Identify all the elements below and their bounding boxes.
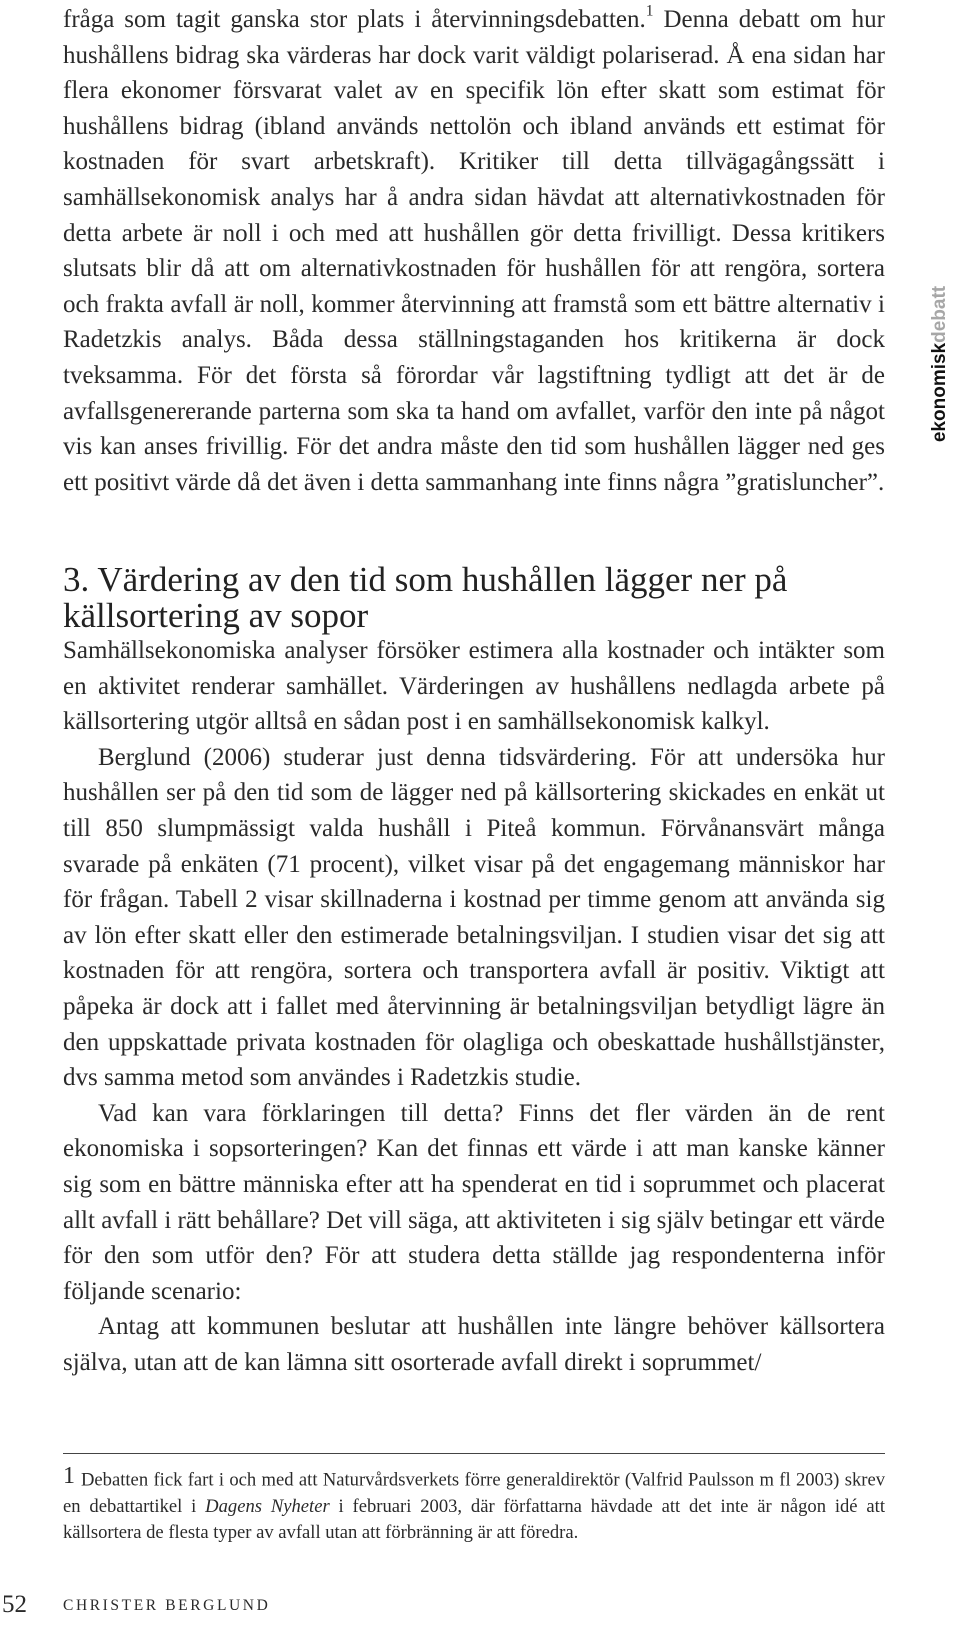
footnote-text-1: Debatten fick fart i och med att Naturvårdsverkets förre generaldirektör (Valfrid Paulsson m fl 2003) skrev en debattartikel i <box>63 1469 885 1517</box>
section-paragraph: Berglund (2006) studerar just denna tidsvärdering. För att undersöka hur hushållen ser på den tid som de lägger ned på källsortering skickades en enkät ut till 850 slumpmässigt valda hushåll i Piteå kommun. Förvånansvärt många svarade på enkäten (71 procent), vilket visar på det engagemang människor har för frågan. Tabell 2 visar skillnaderna i kostnad per timme genom att använda sig av lön efter skatt eller den estimerade betalningsviljan. I studien visar det sig att kostnaden för att rengöra, sortera och transportera avfall är positiv. Viktigt att påpeka är dock att i fallet med återvinning är betalningsviljan betydligt lägre än den uppskattade privata kostnaden för olagliga och obeskattade hushållstjänster, dvs samma metod som användes i Radetzkis studie. <box>63 743 885 1092</box>
section-body <box>63 633 885 1380</box>
footnote-number: 1 <box>63 1463 75 1489</box>
footnote-divider <box>63 1453 885 1454</box>
page-number: 52 <box>2 1591 27 1618</box>
footnote <box>63 1463 885 1547</box>
footnote-reference[interactable]: 1 <box>645 2 654 20</box>
section-paragraph: Antag att kommunen beslutar att hushållen inte längre behöver källsortera själva, utan att de kan lämna sitt osorterade avfall direkt i soprummet/ <box>63 1313 885 1376</box>
top-paragraph-text-1: fråga som tagit ganska stor plats i återvinningsdebatten. <box>63 6 646 33</box>
section-paragraph: Samhällsekonomiska analyser försöker estimera alla kostnader och intäkter som en aktivitet renderar samhället. Värderingen av hushållens nedlagda arbete på källsortering utgör alltså en sådan post i en samhällsekonomisk kalkyl. <box>63 637 885 736</box>
section-paragraph: Vad kan vara förklaringen till detta? Finns det fler värden än de rent ekonomiska i sopsorteringen? Kan det finnas ett värde i att man kanske känner sig som en bättre människa efter att ha spenderat en tid i soprummet och placerat allt avfall i rätt behållare? Det vill säga, att aktiviteten i sig själv betingar ett värde för den som utför den? För att studera detta ställde jag respondenterna inför följande scenario: <box>63 1099 885 1305</box>
top-paragraph-text-2: Denna debatt om hur hushållens bidrag ska värderas har dock varit väldigt polariserad. Å ena sidan har flera ekonomer försvarat valet av en specifik lön efter skatt som estimat för hushållens bidrag (ibland används nettolön och ibland används ett estimat för kostnaden för svart arbetskraft). Kritiker till detta tillvägagångssätt i samhällsekonomisk analys har å andra sidan hävdat att alternativkostnaden för detta arbete är noll i och med att hushållen gör detta frivilligt. Dessa kritikers slutsats blir då att om alternativkostnaden för hushållen för att rengöra, sortera och frakta avfall är noll, kommer återvinning att framstå som ett bättre alternativ i Radetzkis analys. Båda dessa ställningstaganden hos kritikerna är dock tveksamma. För det första så förordar vår lagstiftning tydligt att det är de avfallsgenererande parterna som ska ta hand om avfallet, varför den inte på något vis kan anses frivillig. För det andra måste den tid som hushållen lägger ned ges ett positivt värde då det även i detta sammanhang inte finns några ”gratisluncher”. <box>63 6 885 496</box>
footnote-text-2: i februari 2003, där författarna hävdade att det inte är någon idé att källsortera de flesta typer av avfall utan att förbränning är att föredra. <box>63 1495 885 1544</box>
top-paragraph <box>63 2 885 500</box>
section-heading: 3. Värdering av den tid som hushållen lägger ner på källsortering av sopor <box>63 560 788 635</box>
sidebar-label-part-1: ekonomisk <box>929 342 950 443</box>
footnote-publication-title: Dagens Nyheter <box>205 1495 330 1517</box>
running-footer-author: CHRISTER BERGLUND <box>63 1597 271 1614</box>
sidebar-label-part-2: debatt <box>929 285 950 343</box>
